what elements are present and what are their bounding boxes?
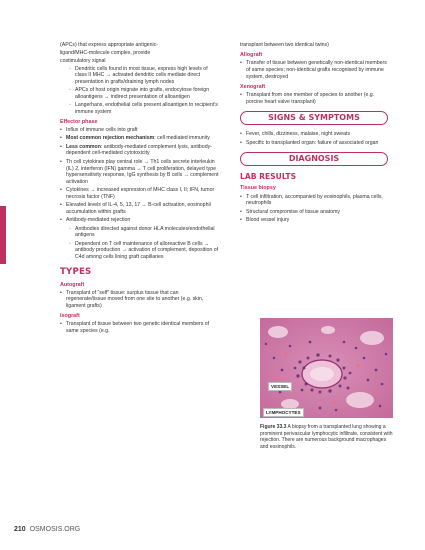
list-item: ◦ Antibodies directed against donor HLA molecules/endothelial antigens	[69, 226, 220, 240]
list-item: • Fever, chills, dizziness, malaise, night sweats	[240, 131, 388, 138]
intro-line: costimulatory signal	[60, 57, 106, 64]
allograft-list	[240, 60, 388, 81]
term-text: : antibody-mediated complement lysis, antibody-dependent cell-mediated cytotoxicity	[66, 143, 212, 157]
page-footer	[14, 525, 80, 534]
list-item: ◦ Dependent on T cell maintenance of alloreactive B cells → antibody production → activation of complement, deposition of C4d among cells lining graft capillaries	[69, 241, 220, 262]
list-item	[60, 144, 220, 158]
effector-list	[60, 127, 220, 261]
list-item: • Transplant of “self” tissue: surplus tissue that can regenerate/tissue moved from one site to another (e.g. skin, ligament grafts)	[60, 290, 220, 311]
list-item: • T cell infiltration, accompanied by eosinophils, plasma cells, neutrophils	[240, 194, 388, 208]
autograft-list	[60, 290, 220, 311]
right-column	[240, 42, 388, 226]
term-text: : cell mediated immunity	[154, 135, 210, 142]
histology-image	[260, 318, 393, 418]
page-number: 210	[14, 526, 26, 533]
signs-list	[240, 131, 388, 146]
lymphocytes-label: LYMPHOCYTES	[263, 408, 304, 417]
lab-results-heading: LAB RESULTS	[240, 172, 297, 182]
types-heading: TYPES	[60, 267, 92, 278]
xenograft-list	[240, 92, 388, 106]
allograft-heading: Allograft	[240, 51, 263, 58]
list-item: • Specific to transplanted organ: failure of associated organ	[240, 140, 388, 147]
list-item: • Antibody-mediated rejection	[60, 217, 220, 224]
apc-sublist	[60, 66, 220, 117]
tissue-biopsy-heading: Tissue biopsy	[240, 185, 276, 192]
list-item: • Transplant from one member of species to another (e.g. porcine heart valve transplant)	[240, 92, 388, 106]
isograft-list	[60, 321, 220, 335]
continued-line: transplant between two identical twins)	[240, 42, 329, 48]
term-label: Most common rejection mechanism	[66, 135, 155, 142]
list-item: • Blood vessel injury	[240, 217, 388, 224]
signs-symptoms-banner: SIGNS & SYMPTOMS	[240, 111, 388, 125]
xenograft-heading: Xenograft	[240, 83, 266, 90]
list-item: • Influx of immune cells into graft	[60, 127, 220, 134]
term-label: Less common	[66, 143, 101, 150]
intro-line: (APCs) that express appropriate antigenic-	[60, 42, 159, 48]
list-item: • Cytokines → increased expression of MHC class I, II; IFN, tumor necrosis factor (TNF)	[60, 187, 220, 201]
figure-number: Figure 33.3	[260, 424, 287, 430]
list-item: • Elevated levels of IL-4, 5, 13, 17 → B-cell activation, eosinophil accumulation within grafts	[60, 202, 220, 216]
list-item: • Transplant of tissue between two genetic identical members of same species (e.g.	[60, 321, 220, 335]
list-item: • Structural compromise of tissue anatomy	[240, 209, 388, 216]
list-item: • Th cell cytokines play central role → Th1 cells secrete interleukin (IL) 2, interferon (IFN) gamma → T cell proliferation, delayed type hypersensitivity response, IgG synthesis by B cells → complement activation	[60, 159, 220, 186]
vessel-label: VESSEL	[268, 382, 292, 391]
autograft-heading: Autograft	[60, 281, 85, 288]
diagnosis-banner: DIAGNOSIS	[240, 152, 388, 166]
effector-phase-heading: Effector phase	[60, 119, 98, 126]
site-name: OSMOSIS.ORG	[29, 526, 81, 533]
list-item: ◦ APCs of host origin migrate into grafts, endocytose foreign alloantigens → indirect presentation of alloantigen	[69, 87, 220, 101]
list-item: ◦ Langerhans, endothelial cells present alloantigen to recipient's immune system	[69, 102, 220, 116]
left-column	[60, 42, 220, 337]
caption-text: A biopsy from a transplanted lung showing a prominent perivascular lymphocytic infiltrate, consistent with rejection. There are numerous background macrophages and eosinophils.	[260, 424, 393, 450]
biopsy-list	[240, 194, 388, 224]
side-tab-marker	[0, 206, 6, 264]
biopsy-micrograph	[260, 318, 393, 418]
list-item: ◦ Dendritic cells found in most tissue, express high levels of class II MHC → activated dendritic cells mediate direct presentation in grafts/draining lymph nodes	[69, 66, 220, 87]
figure-caption	[260, 424, 393, 450]
list-item: • Transfer of tissue between genetically non-identical members of same species; non-identical grafts recognised by immune system, destroyed	[240, 60, 388, 81]
intro-line: ligand/MHC-molecule complex, provide	[60, 49, 151, 56]
isograft-heading: Isograft	[60, 313, 80, 320]
list-item	[60, 135, 220, 142]
